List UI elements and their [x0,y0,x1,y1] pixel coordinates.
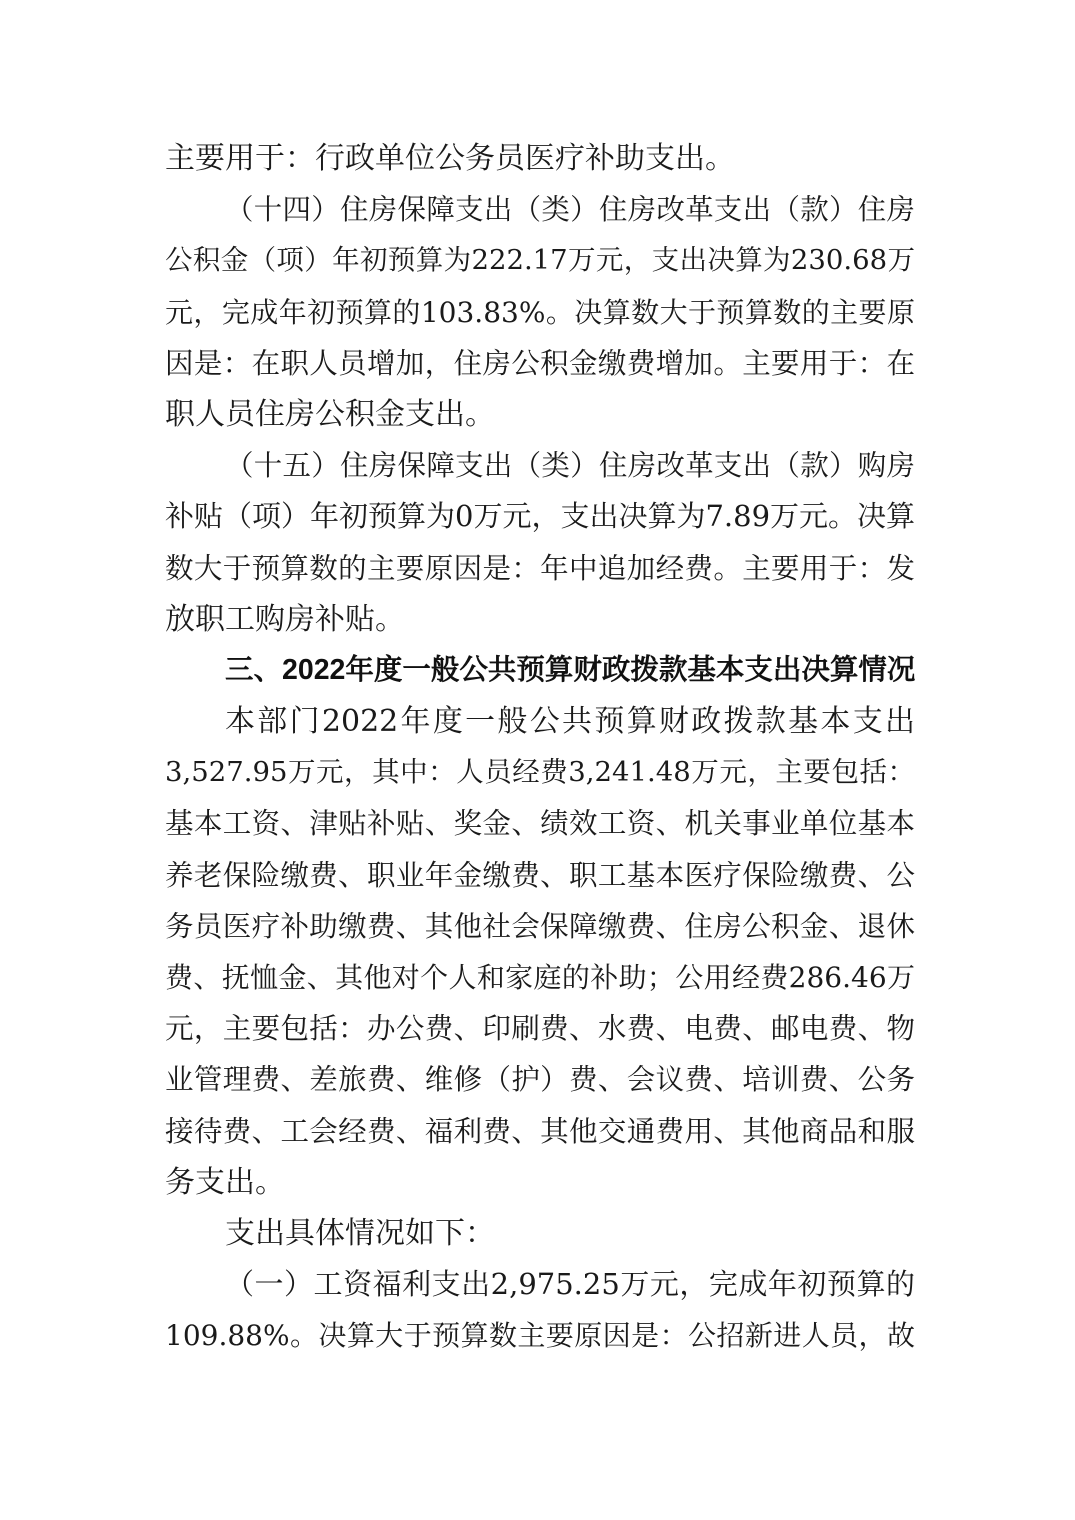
paragraph-line: 支出具体情况如下： [225,1215,495,1251]
paragraph-line: （一）工资福利支出2,975.25万元，完成年初预算的 [225,1267,915,1302]
paragraph-line: 元，主要包括：办公费、印刷费、水费、电费、邮电费、物 [165,1012,915,1046]
paragraph-line: 职人员住房公积金支出。 [165,396,495,432]
paragraph-line: 3,527.95万元，其中：人员经费3,241.48万元，主要包括： [165,756,915,789]
paragraph-line: 主要用于：行政单位公务员医疗补助支出。 [165,141,735,176]
paragraph-line: 因是：在职人员增加，住房公积金缴费增加。主要用于：在 [165,346,915,380]
paragraph-line: 放职工购房补贴。 [165,601,405,637]
paragraph-line: 本部门2022年度一般公共预算财政拨款基本支出 [225,704,915,740]
paragraph-line: （十五）住房保障支出（类）住房改革支出（款）购房 [225,449,915,483]
paragraph-line: 数大于预算数的主要原因是：年中追加经费。主要用于：发 [165,551,915,585]
paragraph-line: 养老保险缴费、职业年金缴费、职工基本医疗保险缴费、公 [165,858,915,892]
section-heading: 三、2022年度一般公共预算财政拨款基本支出决算情况 [225,653,915,686]
paragraph-line: 基本工资、津贴补贴、奖金、绩效工资、机关事业单位基本 [165,807,915,841]
paragraph-line: 109.88%。决算大于预算数主要原因是：公招新进人员，故 [165,1319,915,1353]
paragraph-line: 费、抚恤金、其他对个人和家庭的补助；公用经费286.46万 [165,961,915,994]
paragraph-line: 业管理费、差旅费、维修（护）费、会议费、培训费、公务 [165,1063,915,1097]
paragraph-line: 元，完成年初预算的103.83%。决算数大于预算数的主要原 [165,295,915,329]
paragraph-line: 补贴（项）年初预算为0万元，支出决算为7.89万元。决算 [165,499,915,534]
paragraph-line: 接待费、工会经费、福利费、其他交通费用、其他商品和服 [165,1114,915,1148]
paragraph-line: 公积金（项）年初预算为222.17万元，支出决算为230.68万 [165,244,915,277]
paragraph-line: （十四）住房保障支出（类）住房改革支出（款）住房 [225,193,915,227]
paragraph-line: 务员医疗补助缴费、其他社会保障缴费、住房公积金、退休 [165,909,915,943]
paragraph-line: 务支出。 [165,1164,285,1200]
document-body [165,133,915,1362]
